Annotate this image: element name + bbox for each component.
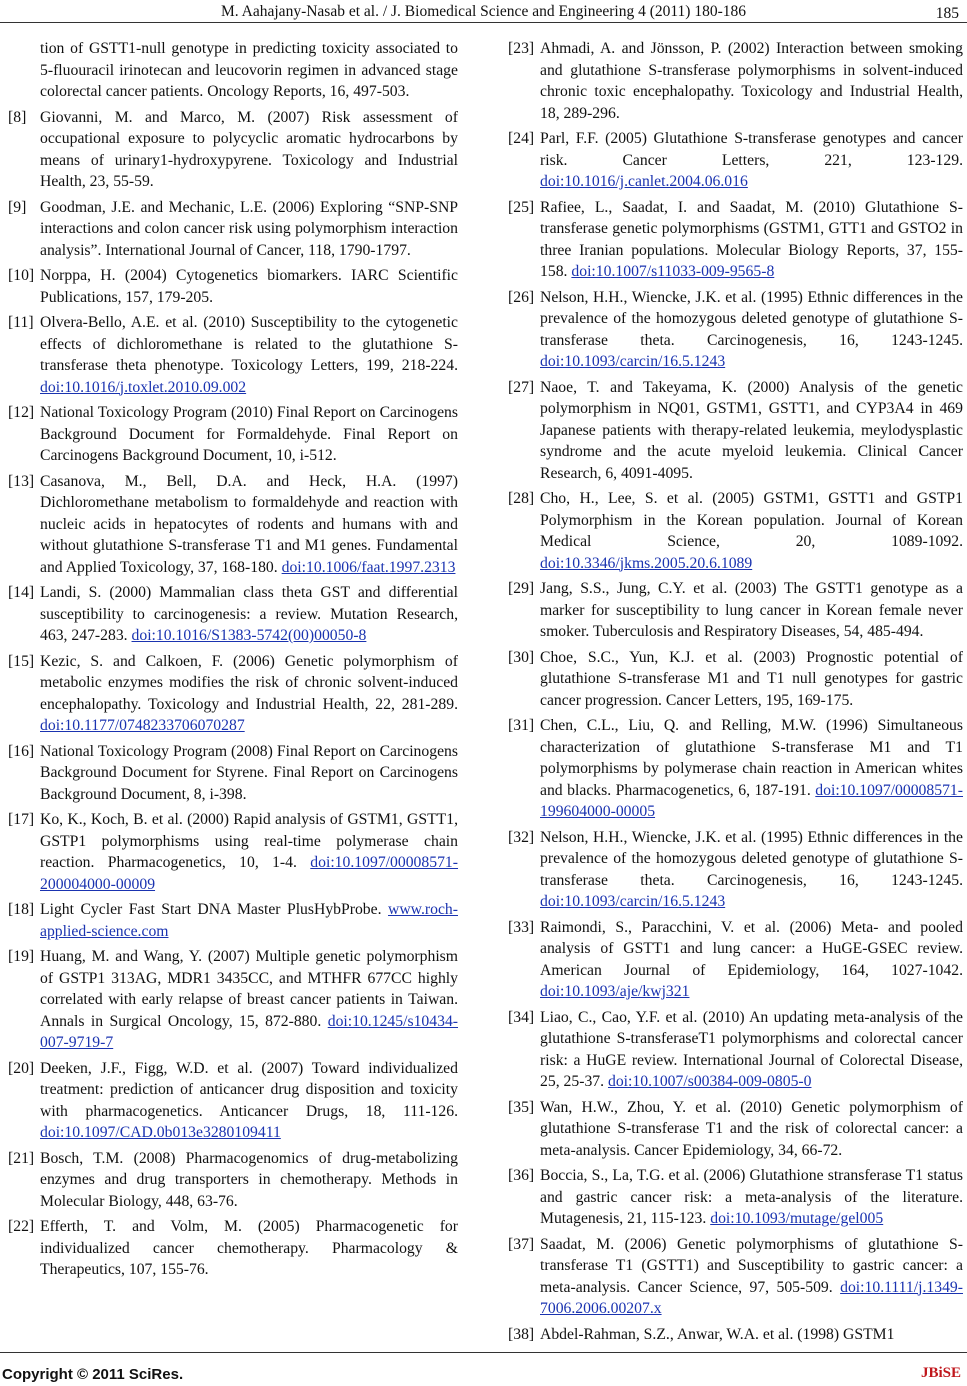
reference-item <box>508 578 963 643</box>
reference-link[interactable]: doi:10.1093/carcin/16.5.1243 <box>540 353 726 370</box>
reference-number: [15] <box>8 652 35 670</box>
reference-item <box>8 1058 458 1144</box>
reference-number: [8] <box>8 108 27 126</box>
reference-number: [28] <box>508 490 535 507</box>
reference-item <box>508 197 963 283</box>
reference-text: Ahmadi, A. and Jönsson, P. (2002) Interaction between smoking and glutathione S-transferase polymorphisms in solvent-induced chronic toxic encephalopathy. Toxicology and Industrial Health, 18, 289-296. <box>540 40 963 122</box>
header-rule <box>0 22 967 23</box>
reference-link[interactable]: doi:10.1177/0748233706070287 <box>40 717 245 734</box>
reference-number: [20] <box>8 1059 35 1077</box>
reference-link[interactable]: doi:10.1245/s10434-007-9719-7 <box>40 1012 459 1051</box>
reference-item <box>508 488 963 574</box>
reference-text: Deeken, J.F., Figg, W.D. et al. (2007) Toward individualized treatment: prediction of anticancer drug disposition and toxicity with pharmacogenetics. Anticancer Drugs, 18, 111-126. <box>40 1059 458 1120</box>
reference-text: Abdel-Rahman, S.Z., Anwar, W.A. et al. (1998) GSTM1 <box>540 1325 895 1343</box>
reference-number: [24] <box>508 130 535 147</box>
reference-text: Saadat, M. (2006) Genetic polymorphisms of glutathione S-transferase T1 (GSTT1) and Susceptibility to gastric cancer: a meta-analysis. Cancer Science, 97, 505-509. <box>540 1235 963 1296</box>
reference-item <box>508 1007 963 1093</box>
page-number: 185 <box>935 5 959 22</box>
reference-text: Goodman, J.E. and Mechanic, L.E. (2006) Exploring “SNP-SNP interactions and colon cancer risk using polymorphism interaction analysis”. International Journal of Cancer, 118, 1790-1797. <box>40 198 458 259</box>
reference-number: [37] <box>508 1235 535 1253</box>
reference-text: Raimondi, S., Paracchini, V. et al. (2006) Meta- and pooled analysis of GSTT1 and lung cancer: a HuGE-GSEC review. American Journal of Epidemiology, 164, 1027-1042. <box>540 918 963 979</box>
reference-item <box>508 715 963 823</box>
reference-link[interactable]: doi:10.1097/00008571-200004000-00009 <box>40 854 459 893</box>
reference-item <box>8 741 458 806</box>
left-column <box>8 38 458 1285</box>
running-header <box>0 0 967 26</box>
reference-item <box>508 1165 963 1230</box>
reference-number: [14] <box>8 584 35 601</box>
journal-abbreviation: JBiSE <box>920 1365 961 1381</box>
reference-number: [32] <box>508 828 535 846</box>
reference-item <box>508 377 963 485</box>
reference-text: Parl, F.F. (2005) Glutathione S-transferase genotypes and cancer risk. Cancer Letters, 221, 123-129. <box>540 130 963 169</box>
reference-item <box>508 287 963 373</box>
reference-item <box>508 128 963 193</box>
reference-link[interactable]: doi:10.1007/s00384-009-0805-0 <box>607 1073 812 1090</box>
reference-text: Casanova, M., Bell, D.A. and Heck, H.A. (1997) Dichloromethane metabolism to formaldehyde and reaction with nucleic acids in hepatocytes of rodents and humans with and without glutathione S-transferase T1 and M1 genes. Fundamental and Applied Toxicology, 37, 168-180. <box>40 472 458 576</box>
reference-number: [17] <box>8 811 35 828</box>
reference-text: Naoe, T. and Takeyama, K. (2000) Analysis of the genetic polymorphism in NQ01, GSTM1, GSTT1, and CYP3A4 in 469 Japanese patients with therapy-related leukemia, meylodysplastic syndrome and the acute myeloid leukemia. Clinical Cancer Research, 6, 4091-4095. <box>540 378 963 482</box>
reference-text: Efferth, T. and Volm, M. (2005) Pharmacogenetic for individualized cancer chemotherapy. Pharmacology & Therapeutics, 107, 155-76. <box>40 1218 458 1278</box>
reference-text: Jang, S.S., Jung, C.Y. et al. (2003) The GSTT1 genotype as a marker for susceptibility to lung cancer in Korean female never smoker. Tuberculosis and Respiratory Diseases, 54, 485-494. <box>540 580 963 640</box>
reference-number: [12] <box>8 404 35 421</box>
reference-number: [21] <box>8 1149 35 1167</box>
reference-link[interactable]: doi:10.1093/carcin/16.5.1243 <box>540 893 726 910</box>
reference-item <box>8 1216 458 1281</box>
reference-text: Nelson, H.H., Wiencke, J.K. et al. (1995) Ethnic differences in the prevalence of the homozygous deleted genotype of glutathione S-transferase theta. Carcinogenesis, 16, 1243-1245. <box>540 828 963 889</box>
reference-number: [38] <box>508 1325 535 1343</box>
reference-number: [31] <box>508 717 535 734</box>
reference-text: Nelson, H.H., Wiencke, J.K. et al. (1995) Ethnic differences in the prevalence of the homozygous deleted genotype of glutathione S-transferase theta. Carcinogenesis, 16, 1243-1245. <box>540 288 963 349</box>
reference-item <box>508 917 963 1003</box>
reference-number: [26] <box>508 288 535 306</box>
reference-item <box>508 647 963 712</box>
reference-item <box>8 809 458 895</box>
reference-link[interactable]: doi:10.1006/faat.1997.2313 <box>281 558 456 576</box>
reference-text: Landi, S. (2000) Mammalian class theta GST and differential susceptibility to carcinogenesis: a review. Mutation Research, 463, 247-283. <box>40 584 458 644</box>
reference-text: Rafiee, L., Saadat, I. and Saadat, M. (2010) Glutathione S-transferase genetic polymorphisms (GSTM1, GTT1 and GSTO2 in three Iranian populations. Molecular Biology Reports, 37, 155-158. <box>540 198 963 280</box>
reference-item <box>508 1097 963 1162</box>
reference-text: Choe, S.C., Yun, K.J. et al. (2003) Prognostic potential of glutathione S-transferase M1 and T1 null genotypes for gastric cancer progression. Cancer Letters, 195, 169-175. <box>540 648 963 709</box>
right-column <box>508 38 963 1349</box>
reference-continuation: tion of GSTT1-null genotype in predicting toxicity associated to 5-fluouracil irinotecan and leucovorin regimen in advanced stage colorectal cancer patients. Oncology Reports, 16, 497-503. <box>40 40 458 100</box>
reference-link[interactable]: doi:10.1016/j.toxlet.2010.09.002 <box>40 378 247 396</box>
reference-link[interactable]: doi:10.1093/aje/kwj321 <box>540 983 690 1000</box>
reference-link[interactable]: doi:10.3346/jkms.2005.20.6.1089 <box>540 554 753 572</box>
left-reference-list <box>8 107 458 1281</box>
reference-text: Bosch, T.M. (2008) Pharmacogenomics of drug-metabolizing enzymes and drug transporters in chemotherapy. Methods in Molecular Biology, 448, 63-76. <box>40 1149 458 1210</box>
reference-item <box>8 471 458 579</box>
reference-item <box>508 827 963 913</box>
reference-number: [35] <box>508 1098 535 1116</box>
reference-item <box>8 107 458 193</box>
reference-number: [11] <box>8 314 34 331</box>
reference-text: Cho, H., Lee, S. et al. (2005) GSTM1, GSTT1 and GSTP1 Polymorphism in the Korean population. Journal of Korean Medical Science, 20, 1089-1092. <box>540 490 963 550</box>
reference-item <box>508 1234 963 1320</box>
reference-text: Ko, K., Koch, B. et al. (2000) Rapid analysis of GSTM1, GSTT1, GSTP1 polymorphisms using real-time polymerase chain reaction. Pharmacogenetics, 10, 1-4. <box>40 811 458 871</box>
reference-item <box>8 265 458 308</box>
right-reference-list <box>508 38 963 1345</box>
reference-number: [29] <box>508 580 535 597</box>
reference-text: Light Cycler Fast Start DNA Master PlusHybProbe. <box>40 901 382 918</box>
reference-text: National Toxicology Program (2008) Final Report on Carcinogens Background Document for Styrene. Final Report on Carcinogens Background Document, 8, i-398. <box>40 742 458 803</box>
reference-number: [9] <box>8 198 27 216</box>
reference-number: [10] <box>8 267 35 284</box>
reference-link[interactable]: doi:10.1016/j.canlet.2004.06.016 <box>540 173 748 190</box>
copyright-notice: Copyright © 2011 SciRes. <box>2 1366 184 1383</box>
reference-item <box>508 1324 963 1346</box>
reference-number: [23] <box>508 40 535 57</box>
reference-number: [36] <box>508 1167 535 1184</box>
reference-number: [25] <box>508 198 535 216</box>
reference-text: National Toxicology Program (2010) Final Report on Carcinogens Background Document for Formaldehyde. Final Report on Carcinogens Background Document, 10, i-512. <box>40 404 458 464</box>
reference-item <box>8 651 458 737</box>
reference-item <box>8 946 458 1054</box>
reference-link[interactable]: doi:10.1093/mutage/gel005 <box>710 1210 884 1227</box>
reference-text: Norppa, H. (2004) Cytogenetics biomarkers. IARC Scientific Publications, 157, 179-205. <box>40 267 458 306</box>
reference-text: Liao, C., Cao, Y.F. et al. (2010) An updating meta-analysis of the glutathione S-transferaseT1 polymorphisms and colorectal cancer risk: a HuGE review. International Journal of Colorectal Disease, 25, 25-37. <box>540 1008 963 1090</box>
reference-text: Olvera-Bello, A.E. et al. (2010) Susceptibility to the cytogenetic effects of dichloromethane is related to the glutathione S-transferase theta phenotype. Toxicology Letters, 199, 218-224. <box>40 314 458 374</box>
reference-link[interactable]: doi:10.1111/j.1349-7006.2006.00207.x <box>540 1278 963 1317</box>
reference-number: [22] <box>8 1218 35 1235</box>
reference-item <box>8 582 458 647</box>
reference-text: Boccia, S., La, T.G. et al. (2006) Glutathione stransferase T1 status and gastric cancer risk: a meta-analysis of the literature. Mutagenesis, 21, 115-123. <box>540 1167 963 1227</box>
reference-item <box>8 197 458 262</box>
reference-item <box>8 899 458 942</box>
reference-number: [27] <box>508 378 535 396</box>
reference-number: [13] <box>8 472 35 490</box>
reference-link[interactable]: doi:10.1016/S1383-5742(00)00050-8 <box>131 627 367 644</box>
reference-link[interactable]: doi:10.1097/00008571-199604000-00005 <box>540 781 964 820</box>
reference-text: Wan, H.W., Zhou, Y. et al. (2010) Genetic polymorphism of glutathione S-transferase T1 and the risk of colorectal cancer: a meta-analysis. Cancer Epidemiology, 34, 66-72. <box>540 1098 963 1159</box>
reference-text: Chen, C.L., Liu, Q. and Relling, M.W. (1996) Simultaneous characterization of glutathione S-transferase M1 and T1 polymorphisms by polymerase chain reaction in American whites and blacks. Pharmacogenetics, 6, 187-191. <box>540 717 963 799</box>
reference-link[interactable]: doi:10.1097/CAD.0b013e3280109411 <box>40 1124 281 1141</box>
reference-number: [34] <box>508 1008 535 1026</box>
reference-link[interactable]: www.roch-applied-science.com <box>40 901 458 940</box>
reference-item <box>508 38 963 124</box>
reference-item <box>8 1148 458 1213</box>
reference-number: [19] <box>8 948 35 965</box>
reference-text: Giovanni, M. and Marco, M. (2007) Risk assessment of occupational exposure to polycyclic aromatic hydrocarbons by means of urinary1-hydroxypyrene. Toxicology and Industrial Health, 23, 55-59. <box>40 108 458 190</box>
reference-item <box>8 402 458 467</box>
page-footer <box>0 1352 967 1386</box>
reference-item <box>8 312 458 398</box>
reference-number: [16] <box>8 742 35 760</box>
reference-number: [30] <box>508 648 535 666</box>
reference-text: Kezic, S. and Calkoen, F. (2006) Genetic polymorphism of metabolic enzymes modifies the risk of chronic solvent-induced encephalopathy. Toxicology and Industrial Health, 22, 281-289. <box>40 652 458 713</box>
footer-rule <box>0 1352 967 1353</box>
reference-number: [33] <box>508 918 535 936</box>
reference-text: Huang, M. and Wang, Y. (2007) Multiple genetic polymorphism of GSTP1 313AG, MDR1 3435CC, and MTHFR 677CC highly correlated with early relapse of breast cancer patients in Taiwan. Annals in Surgical Oncology, 15, 872-880. <box>40 948 458 1030</box>
reference-number: [18] <box>8 901 35 918</box>
running-title: M. Aahajany-Nasab et al. / J. Biomedical Science and Engineering 4 (2011) 180-186 <box>221 3 746 20</box>
reference-link[interactable]: doi:10.1007/s11033-009-9565-8 <box>571 263 775 280</box>
